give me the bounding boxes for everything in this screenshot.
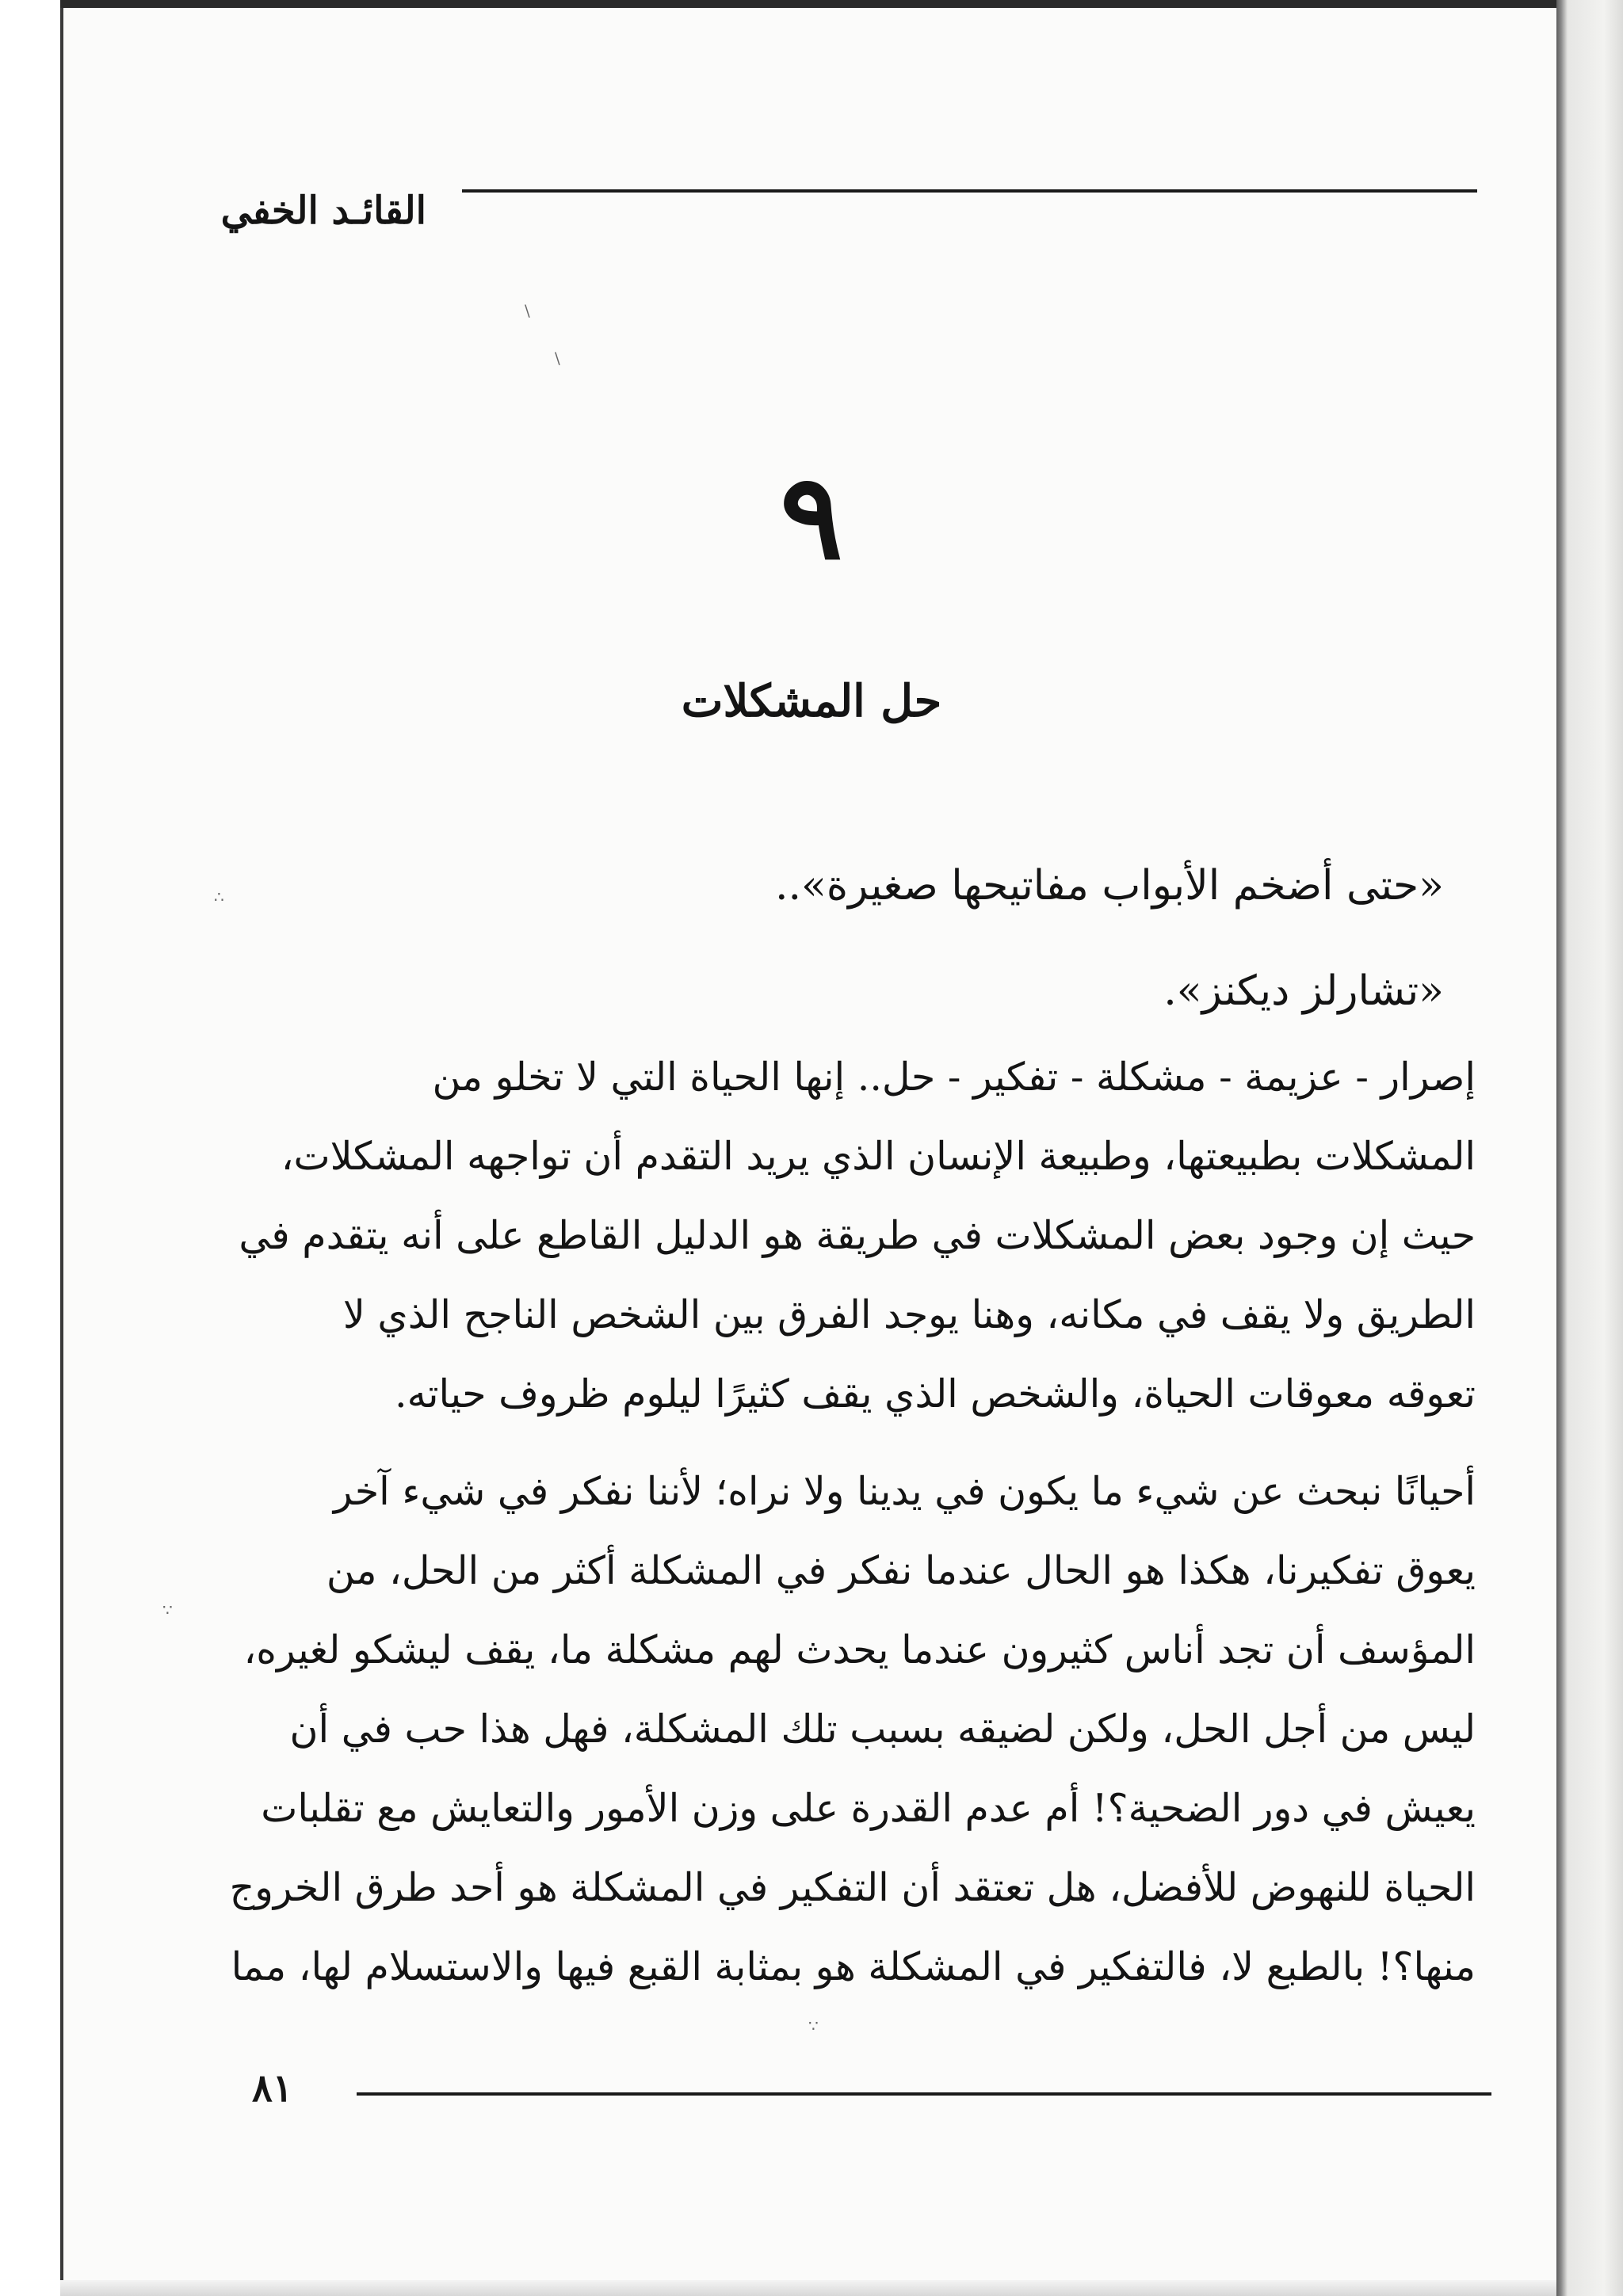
chapter-title: حل المشكلات (681, 675, 942, 727)
scan-right-shadow (1556, 0, 1623, 2296)
paragraph-line: الطريق ولا يقف في مكانه، وهنا يوجد الفرق بين الشخص الناجح الذي لا (342, 1292, 1476, 1337)
epigraph-author: «تشارلز ديكنز». (1163, 967, 1444, 1015)
paragraph-2 (230, 1452, 1476, 2007)
paragraph-line: أحيانًا نبحث عن شيء ما يكون في يدينا ولا نراه؛ لأننا نفكر في شيء آخر (333, 1469, 1476, 1514)
page-number: ٨١ (252, 2066, 293, 2111)
paragraph-line: حيث إن وجود بعض المشكلات في طريقة هو الدليل القاطع على أنه يتقدم في (239, 1213, 1476, 1258)
scan-speck: ∴ (214, 887, 224, 906)
paragraph-line: ليس من أجل الحل، ولكن لضيقه بسبب تلك المشكلة، فهل هذا حب في أن (289, 1707, 1476, 1752)
paragraph-line: إصرار - عزيمة - مشكلة - تفكير - حل.. إنها الحياة التي لا تخلو من (432, 1055, 1476, 1100)
scan-bottom-edge (60, 2280, 1556, 2296)
running-header-title: القائـد الخفي (220, 189, 426, 233)
paragraph-line: الحياة للنهوض للأفضل، هل تعتقد أن التفكير في المشكلة هو أحد طرق الخروج (230, 1865, 1476, 1910)
scan-speck: ∵ (808, 2016, 819, 2035)
footer-rule (357, 2092, 1491, 2096)
epigraph-quote: «حتى أضخم الأبواب مفاتيحها صغيرة».. (774, 862, 1444, 910)
paragraph-line: يعوق تفكيرنا، هكذا هو الحال عندما نفكر في المشكلة أكثر من الحل، من (326, 1548, 1476, 1593)
chapter-number: ٩ (780, 448, 843, 585)
paragraph-line: المؤسف أن تجد أناس كثيرون عندما يحدث لهم مشكلة ما، يقف ليشكو لغيره، (243, 1627, 1476, 1672)
scan-left-margin (0, 0, 63, 2296)
paragraph-line: المشكلات بطبيعتها، وطبيعة الإنسان الذي يريد التقدم أن تواجهه المشكلات، (281, 1134, 1476, 1179)
paragraph-line: منها؟! بالطبع لا، فالتفكير في المشكلة هو بمثابة القبع فيها والاستسلام لها، مما (231, 1944, 1476, 1989)
scan-speck: ∵ (162, 1600, 173, 1619)
paragraph-line: تعوقه معوقات الحياة، والشخص الذي يقف كثيرًا ليلوم ظروف حياته. (395, 1371, 1476, 1417)
scan-speck: \ (555, 349, 560, 368)
scan-speck: \ (525, 301, 530, 320)
scan-top-edge (60, 0, 1556, 8)
paragraph-line: يعيش في دور الضحية؟! أم عدم القدرة على وزن الأمور والتعايش مع تقلبات (261, 1786, 1476, 1831)
paragraph-1 (230, 1038, 1476, 1434)
header-rule (462, 189, 1477, 193)
